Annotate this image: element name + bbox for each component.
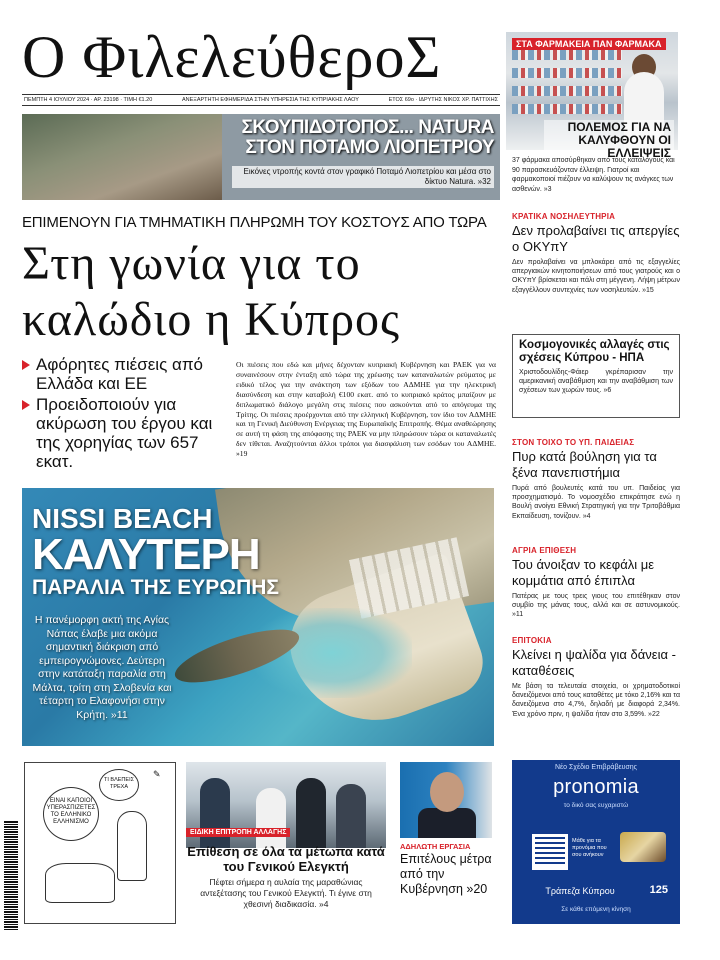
landfill-story[interactable] [22, 114, 500, 200]
hospitals-headline[interactable]: Δεν προλαβαίνει τις απεργίες ο ΟΚΥπΥ [512, 223, 680, 254]
hospitals-story[interactable] [512, 212, 680, 295]
universities-summary: Πυρά από βουλευτές κατά του υπ. Παιδείας για προσχηματισμό. Το νομοσχέδιο επικράτησε ενώ η Βουλή ανοίγει Εθνική Στρατηγική για την Τριτοβάθμια Εκπαίδευση, τονίζουν. »4 [512, 485, 680, 520]
attack-summary: Πατέρας με τους τρεις γιους του επιτέθηκαν στον συμβίο της μάνας τους, αλλά και σε αστυνομικούς. »11 [512, 593, 680, 619]
landfill-photo [22, 114, 222, 200]
auditor-tag: ΕΙΔΙΚΗ ΕΠΙΤΡΟΠΗ ΑΛΛΑΓΗΣ [186, 828, 290, 837]
landfill-summary: Εικόνες ντροπής κοντά στον γραφικό Ποταμό Λιοπετρίου και μέσα στο δίκτυο Natura. »32 [232, 166, 494, 188]
auditor-summary: Πέφτει σήμερα η αυλαία της μαραθώνιας αντεξέτασης του Γενικού Ελεγκτή. Τι έγινε στη χθεσινή διαδικασία. »4 [200, 877, 372, 909]
paper-motto: ΑΝΕΞΑΡΤΗΤΗ ΕΦΗΜΕΡΙΔΑ ΣΤΗΝ ΥΠΗΡΕΣΙΑ ΤΗΣ ΚΥΠΡΙΑΚΗΣ ΛΑΟΥ [181, 97, 359, 103]
auditor-general-story[interactable] [186, 762, 386, 924]
universities-tag: ΣΤΟΝ ΤΟΙΧΟ ΤΟ ΥΠ. ΠΑΙΔΕΙΑΣ [512, 438, 635, 447]
cartoon-object [45, 863, 115, 903]
barcode [4, 820, 18, 930]
us-relations-summary: Χριστοδουλίδης-Φάιερ γκρέπαρισαν την αμερικανική αναβάθμιση και την αναβάθμιση των σχέσεων των χωρών τους. »6 [519, 369, 673, 395]
hospitals-summary: Δεν προλαβαίνει να μπλοκάρει από τις εξαγγελίες απεργιακών κινητοποιήσεων από τους γιατρούς και ο ΟΚΥπΥ βρίσκεται και πάλι στη μέγγενη. Λήψη μέτρων εξαγγέλλουν συντεχνίες των νοσηλευτών. »15 [512, 259, 680, 294]
attack-headline[interactable]: Του άνοιξαν το κεφάλι με κομμάτια από έπιπλα [512, 557, 655, 588]
undeclared-work-headline[interactable]: Επιτέλους μέτρα από την Κυβέρνηση »20 [400, 852, 492, 896]
pharmacy-headline[interactable]: ΠΟΛΕΜΟΣ ΓΙΑ ΝΑ ΚΑΛΥΦΘΟΥΝ ΟΙ ΕΛΛΕΙΨΕΙΣ [544, 120, 674, 161]
cartoonist-signature-icon: ✎ [153, 769, 161, 779]
issue-date: ΠΕΜΠΤΗ 4 ΙΟΥΛΙΟΥ 2024 · ΑΡ. 23198 · ΤΙΜΗ €1.20 [24, 97, 153, 103]
bank-advertisement[interactable] [512, 760, 680, 924]
ad-bank-name: Τράπεζα Κύπρου [545, 886, 615, 896]
qr-code-icon[interactable] [532, 834, 568, 870]
hospitals-tag: ΚΡΑΤΙΚΑ ΝΟΣΗΛΕΥΤΗΡΙΑ [512, 212, 616, 221]
lead-bullet-2: Προειδοποιούν για ακύρωση του έργου και της χορηγίας των 657 εκατ. [22, 395, 227, 471]
interest-rates-headline[interactable]: Κλείνει η ψαλίδα για δάνεια - καταθέσεις [512, 647, 676, 678]
attack-tag: ΑΓΡΙΑ ΕΠΙΘΕΣΗ [512, 546, 577, 555]
beach-summary: Η πανέμορφη ακτή της Αγίας Νάπας έλαβε μια ακόμα σημαντική διάκριση από εμπειρογνώμονες. Δεύτερη στην κατάταξη παραλία στη Μάλτα, τρίτη στη Σλοβενία και τέταρτη το Ελαφονήσι στην Κρήτη. »11 [32, 614, 172, 721]
nissi-beach-story[interactable] [22, 488, 494, 746]
ad-tagline: το δικό σας ευχαριστώ [563, 802, 629, 809]
us-relations-box[interactable] [512, 334, 680, 418]
beach-title-line3: ΠΑΡΑΛΙΑ ΤΗΣ ΕΥΡΩΠΗΣ [32, 576, 280, 599]
beach-title-line1: NISSI BEACH [32, 503, 213, 534]
lead-headline[interactable] [22, 236, 500, 348]
ad-brand-logo: pronomia [553, 776, 639, 798]
cartoon-bubble-2: ΤΙ ΒΛΕΠΕΙΣ ΤΡΕΧΑ [99, 769, 139, 801]
lead-kicker: ΕΠΙΜΕΝΟΥΝ ΓΙΑ ΤΜΗΜΑΤΙΚΗ ΠΛΗΡΩΜΗ ΤΟΥ ΚΟΣΤΟΥΣ ΑΠΟ ΤΩΡΑ [22, 214, 487, 231]
ad-qr-text: Μάθε για τα προνόμια που σου ανήκουν [572, 838, 607, 858]
editorial-cartoon [24, 762, 176, 924]
landfill-headline-line2: ΣΤΟΝ ΠΟΤΑΜΟ ΛΙΟΠΕΤΡΙΟΥ [245, 137, 494, 158]
universities-story[interactable] [512, 438, 680, 521]
ad-anniversary-number: 125 [649, 884, 668, 896]
minister-photo [400, 762, 492, 838]
masthead-info-bar [22, 94, 500, 106]
auditor-headline[interactable]: Επίθεση σε όλα τα μέτωπα κατά του Γενικού Ελεγκτή [187, 844, 385, 874]
ad-top-line: Νέο Σχέδιο Επιβράβευσης [554, 764, 638, 771]
landfill-headline-line1: ΣΚΟΥΠΙΔΟΤΟΠΟΣ... NATURA [241, 117, 494, 138]
beach-title-line2: ΚΑΛΥΤΕΡΗ [32, 530, 260, 579]
pharmacy-summary: 37 φάρμακα αποσύρθηκαν από τους καταλόγους και 90 παρασκευάζονταν έλλειψη. Γιατροί και φαρμακοποιοί πιέζουν να καλύψουν τις ανάγκες των ασθενών. »3 [512, 157, 675, 193]
interest-rates-tag: ΕΠΙΤΟΚΙΑ [512, 636, 552, 645]
attack-story[interactable] [512, 546, 680, 620]
undeclared-work-story[interactable] [396, 762, 496, 924]
lead-body-text: Οι πιέσεις που εδώ και μήνες δέχονταν κυπριακή Κυβέρνηση και ΡΑΕΚ για να συναινέσουν στην ένταξη από τώρα της χρέωσης των καταναλωτών ρεύματος με ειδικό τέλος για την ανάκτηση των εξόδων του ΑΔΜΗΕ για την ηλεκτρική διασύνδεση και στην καταβολή €100 εκατ. από το κυπριακό κράτος μπαίζουν με διπλωματικό διάλογο μεγάλη στις πιέσεις που ασκούνται από το απόγευμα της Τρίτης. Οι πιέσεις προέρχονται από την ελληνική Κυβέρνηση, τον ίδιο τον ΑΔΜΗΕ και τη Γενική Διεύθυνση Ενέργειας της Ευρωπαϊκής Επιτροπής. Θέμα αναθεώρησης σε αυτή τη φάση της απόφασης της ΡΑΕΚ να μην πληρώσουν τώρα οι καταναλωτές δεν τίθεται. Αναζητούνται άλλοι τρόποι για διασφάλιση των εσόδων του ΑΔΜΗΕ. »19 [236, 360, 496, 459]
cartoon-figure [117, 811, 147, 881]
undeclared-work-tag: ΑΔΗΛΩΤΗ ΕΡΓΑΣΙΑ [400, 842, 471, 851]
bank-cards-image [620, 832, 666, 862]
cartoon-bubble-1: ΕΙΝΑΙ ΚΑΠΟΙΟΙ ΥΠΕΡΑΣΠΙΖΕΤΕΣ ΤΟ ΕΛΛΗΝΙΚΟ ΕΛΛΗΝΙΣΜΟ [43, 787, 99, 841]
pharmacy-kicker: ΣΤΑ ΦΑΡΜΑΚΕΙΑ ΠΑΝ ΦΑΡΜΑΚΑ [512, 38, 666, 50]
newspaper-masthead: Ο ΦιλελεύθεροΣ [22, 24, 442, 90]
lead-bullets [22, 355, 227, 473]
us-relations-headline[interactable]: Κοσμογονικές αλλαγές στις σχέσεις Κύπρου - ΗΠΑ [519, 339, 670, 364]
landfill-headline[interactable] [212, 118, 494, 158]
ad-slogan: Σε κάθε επόμενη κίνηση [561, 906, 631, 913]
promo-pharmacy-story[interactable] [506, 32, 678, 222]
lead-headline-line2: καλώδιο η Κύπρος [22, 293, 401, 346]
founder-line: ΕΤΟΣ 69ο · ΙΔΡΥΤΗΣ ΝΙΚΟΣ ΧΡ. ΠΑΤΤΙΧΗΣ [388, 97, 498, 103]
interest-rates-summary: Με βάση τα τελευταία στοιχεία, οι χρηματοδοτικοί δανειζόμενοι από τους καταθέτες με τόκο 2,16% και τα δανειζόμενα στο 4,7%, δηλαδή με διαφορά 2,34%. Ένα χρόνο πριν, η ψαλίδα ήταν στο 3,59%. »22 [512, 683, 680, 718]
universities-headline[interactable]: Πυρ κατά βούληση για τα ξένα πανεπιστήμια [512, 449, 657, 480]
interest-rates-story[interactable] [512, 636, 680, 719]
lead-bullet-1: Αφόρητες πιέσεις από Ελλάδα και ΕΕ [22, 355, 227, 393]
lead-headline-line1: Στη γωνία για το [22, 237, 361, 290]
